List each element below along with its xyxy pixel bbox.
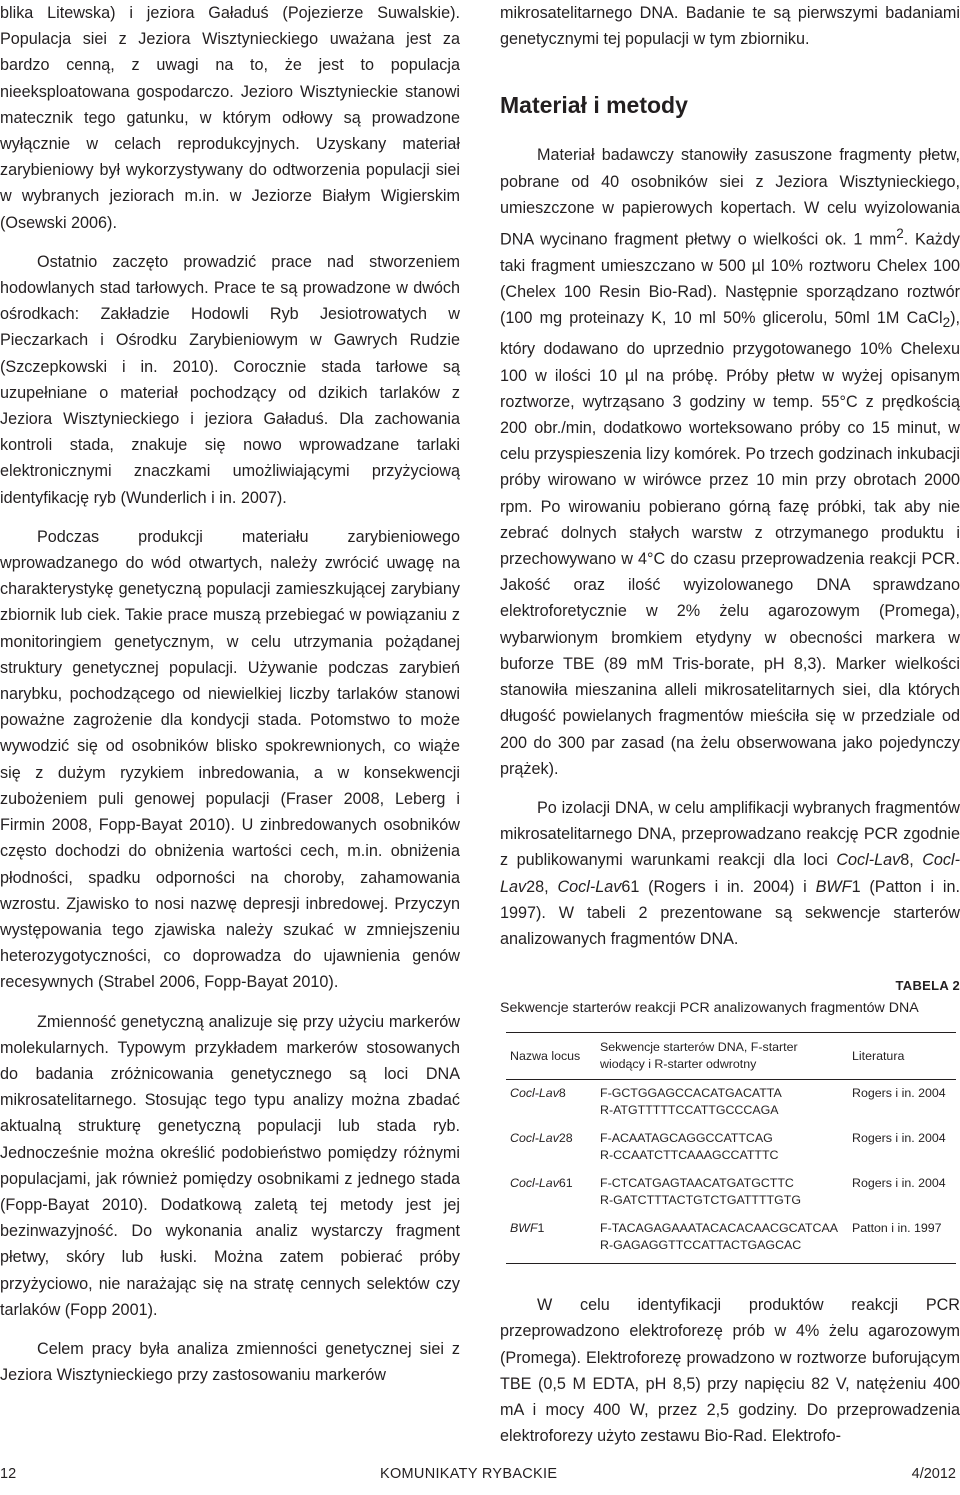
text-run: 28, [526, 877, 558, 896]
locus-cell [506, 1215, 596, 1264]
right-column [500, 0, 960, 1449]
paragraph: Celem pracy była analiza zmienności genetycznej siei z Jeziora Wisztynieckiego przy zastosowaniu markerów [0, 1339, 460, 1385]
table-label: TABELA 2 [895, 978, 960, 994]
superscript: 2 [896, 226, 904, 242]
locus-cell [506, 1125, 596, 1170]
locus-number: 61 [558, 1176, 573, 1191]
locus-number: 1 [537, 1221, 545, 1236]
reverse-primer: R-GAGAGGTTCCATTACTGAGCAC [600, 1238, 802, 1253]
locus-name: BWF [815, 877, 852, 896]
forward-primer: F-TACAGAGAAATACACACAACGCATCAA [600, 1221, 838, 1236]
text-run: ), który dodawano do uprzednio przygotowanego 10% Chelexu 100 w ilości 10 µl na próbę. Próby płetw w wyżej opisanym roztworze, wytrząsano 3 godziny w temp. 55°C z prędkością 200 obr./min, dodatkowo worteksowano próby co 15 minut, w celu przyspieszenia lizy komórek. Po trzech godzinach inkubacji próby wirowano w wirówce przez 10 min przy obrotach 2000 rpm. Po wirowaniu pobierano górną fazę próbki, tak aby nie zebrać dolnych stałych warstw z otrzymanego produktu i przechowywano w 4°C do czasu przeprowadzenia reakcji PCR. Jakość oraz ilość wyizolowanego DNA sprawdzano elektroforetycznie w 2% żelu agarozowym (Promega), wybarwionym bromkiem etydyny w obecności markera w buforze TBE (89 mM Tris-borate, pH 8,3). Marker wielkości stanowiła mieszanina alleli mikrosatelitarnych siei, dla których długość powielanych fragmentów mieściła się w przedziale od 200 do 300 par zasad (na żelu obserwowana jako pojedynczy prążek). [500, 309, 960, 778]
locus-name: Cocl-Lav [510, 1176, 559, 1191]
locus-number: 28 [558, 1131, 573, 1146]
locus-name: Cocl-Lav [510, 1131, 559, 1146]
reference-cell: Patton i in. 1997 [848, 1215, 956, 1264]
paragraph [500, 142, 960, 782]
paragraph: Ostatnio zaczęto prowadzić prace nad stworzeniem hodowlanych stad tarłowych. Prace te są prowadzone w dwóch ośrodkach: Zakładzie Hodowli Ryb Jesiotrowatych w Pieczarkach i Ośrodku Zarybieniowym w Gawrych Rudzie (Szczepkowski i in. 2010). Corocznie stada tarłowe są uzupełniane o materiał pochodzący od dzikich tarlaków z Jeziora Wisztynieckiego i jeziora Gaładuś. Dla zachowania kontroli stada, znakuje się nowo wprowadzane tarlaki elektronicznymi znaczkami umożliwiającymi przyżyciową identyfikację ryb (Wunderlich i in. 2007). [0, 252, 460, 507]
paragraph: blika Litewska) i jeziora Gaładuś (Pojezierze Suwalskie). Populacja siei z Jeziora Wisztynieckiego uważana jest za bardzo cenną, z uwagi na to, że jest to populacja nieeksploatowana gospodarczo. Jezioro Wisztynieckie stanowi matecznik tego gatunku, w którym odłowy są prowadzone wyłącznie w celach reprodukcyjnych. Uzyskany materiał zarybieniowy był wykorzystywany do odtworzenia populacji siei w wybranych jeziorach m.in. w Jeziorze Białym Wigierskim (Osewski 2006). [0, 4, 460, 232]
journal-title: KOMUNIKATY RYBACKIE [380, 1466, 558, 1482]
paragraph: W celu identyfikacji produktów reakcji PCR przeprowadzono elektroforezę prób w 4% żelu agarozowym (Promega). Elektroforezę prowadzono w roztworze buforującym TBE (0,5 M EDTA, pH 8,5) przy napięciu 82 V, natężeniu 400 mA i mocy 400 W, przez 2,5 godziny. Do przeprowadzenia elektroforezy użyto zestawu Bio-Rad. Elektrofo- [500, 1296, 960, 1446]
locus-cell [506, 1170, 596, 1215]
locus-number: 8 [558, 1086, 566, 1101]
sequence-cell [596, 1170, 848, 1215]
sequence-cell [596, 1080, 848, 1126]
column-header: Nazwa locus [506, 1033, 596, 1080]
text-run: 1 (Patton i in. 1997). W tabeli 2 prezentowane są sekwencje starterów analizowanych fragmentów DNA. [500, 877, 960, 948]
text-run: Materiał badawczy stanowiły zasuszone fragmenty płetw, pobrane od 40 osobników siei z Jeziora Wisztynieckiego, umieszczone w papierowych kopertach. W celu wyizolowania DNA wycinano fragment płetwy o wielkości ok. 1 mm [500, 146, 960, 249]
reference-cell: Rogers i in. 2004 [852, 1131, 946, 1146]
forward-primer: F-GCTGGAGCCACATGACATTA [600, 1086, 782, 1101]
paragraph: mikrosatelitarnego DNA. Badanie te są pierwszymi badaniami genetycznymi tej populacji w tym zbiorniku. [500, 4, 960, 49]
locus-name: Cocl-Lav [836, 851, 901, 870]
table-row [506, 1080, 956, 1126]
forward-primer: F-ACAATAGCAGGCCATTCAG [600, 1131, 773, 1146]
table-header-row [506, 1033, 956, 1080]
page-number: 12 [0, 1466, 17, 1482]
section-heading: Materiał i metody [500, 92, 688, 119]
subscript: 2 [942, 315, 951, 331]
paragraph: Zmienność genetyczną analizuje się przy użyciu markerów molekularnych. Typowym przykładem markerów stosowanych do badania zróżnicowania genetycznego są loci DNA mikrosatelitarnego. Stosując tego typu analizy można zbadać aktualną strukturę genetyczną populacji lub stada ryb. Jednocześnie można określić podobieństwo pomiędzy różnymi populacjami, jak również pomiędzy osobnikami z jednego stada (Fopp-Bayat 2010). Dodatkową zaletą tej metody jest jej bezinwazyjność. Do wykonania analiz wystarczy fragment płetwy, skóry lub łuski. Można zatem pobierać próby przyżyciowo, nie narażając się na stratę cennych selektów czy tarlaków (Fopp 2001). [0, 1012, 460, 1319]
reference-cell: Rogers i in. 2004 [852, 1176, 946, 1191]
sequence-cell [596, 1125, 848, 1170]
text-run: 8, [900, 851, 923, 870]
locus-name: Cocl-Lav [557, 877, 622, 896]
table-row [506, 1170, 956, 1215]
locus-name: BWF [510, 1221, 538, 1236]
issue-number: 4/2012 [911, 1466, 956, 1482]
locus-cell [506, 1080, 596, 1126]
paragraph [500, 795, 960, 952]
sequence-cell [596, 1215, 848, 1264]
reverse-primer: R-CCAATCTTCAAAGCCATTTC [600, 1148, 779, 1163]
table-block [500, 978, 960, 1264]
forward-primer: F-CTCATGAGTAACATGATGCTTC [600, 1176, 794, 1191]
column-header: Literatura [848, 1033, 956, 1080]
left-column [0, 0, 460, 1388]
text-run: 61 (Rogers i in. 2004) i [621, 877, 816, 896]
locus-name: Cocl-Lav [510, 1086, 559, 1101]
reference-cell: Rogers i in. 2004 [852, 1086, 946, 1101]
table-caption: Sekwencje starterów reakcji PCR analizowanych fragmentów DNA [500, 1000, 919, 1017]
table-row [506, 1125, 956, 1170]
reverse-primer: R-GATCTTTACTGTCTGATTTTGTG [600, 1193, 801, 1208]
paragraph: Podczas produkcji materiału zarybieniowego wprowadzanego do wód otwartych, należy zwrócić uwagę na charakterystykę genetyczną populacji zamieszkującej zarybiany zbiornik lub ciek. Takie prace muszą przebiegać w powiązaniu z monitoringiem genetycznym, w celu utrzymania pożądanej struktury genetycznej populacji. Używanie podczas zarybień narybku, pochodzącego od niewielkiej liczby tarlaków stanowi poważne zagrożenie dla kondycji stada. Potomstwo to może wywodzić się od osobników blisko spokrewnionych, co wiąże się z dużym ryzykiem inbredowania, a w konsekwencji zubożeniem puli genowej populacji (Fraser 2008, Leberg i Firmin 2008, Fopp-Bayat 2010). U zinbredowanych osobników często dochodzi do obniżenia wartości cech, m.in. obniżenia płodności, spadku odporności na choroby, zahamowania wzrostu. Zjawisko to nosi nazwę depresji inbredowej. Przyczyn występowania tego zjawiska należy szukać w zmniejszeniu heterozygotyczności, co doprowadza do ujawnienia genów recesywnych (Strabel 2006, Fopp-Bayat 2010). [0, 527, 460, 992]
reverse-primer: R-ATGTTTTTCCATTGCCCAGA [600, 1103, 779, 1118]
locus-name: Cocl-Lav [500, 851, 960, 896]
table-row [506, 1215, 956, 1264]
page-footer [0, 1466, 960, 1490]
column-header: Sekwencje starterów DNA, F-starter wiodący i R-starter odwrotny [596, 1033, 848, 1080]
primer-table [506, 1032, 956, 1264]
text-run: . Każdy taki fragment umieszczano w 500 µl 10% roztworu Chelex 100 (Chelex 100 Resin Bio-Rad). Następnie sporządzano roztwór (100 mg proteinazy K, 10 ml 50% glicerolu, 50ml 1M CaCl [500, 230, 960, 328]
text-run: Po izolacji DNA, w celu amplifikacji wybranych fragmentów mikrosatelitarnego DNA, przeprowadzano reakcję PCR zgodnie z publikowanymi warunkami reakcji dla loci [500, 798, 960, 870]
